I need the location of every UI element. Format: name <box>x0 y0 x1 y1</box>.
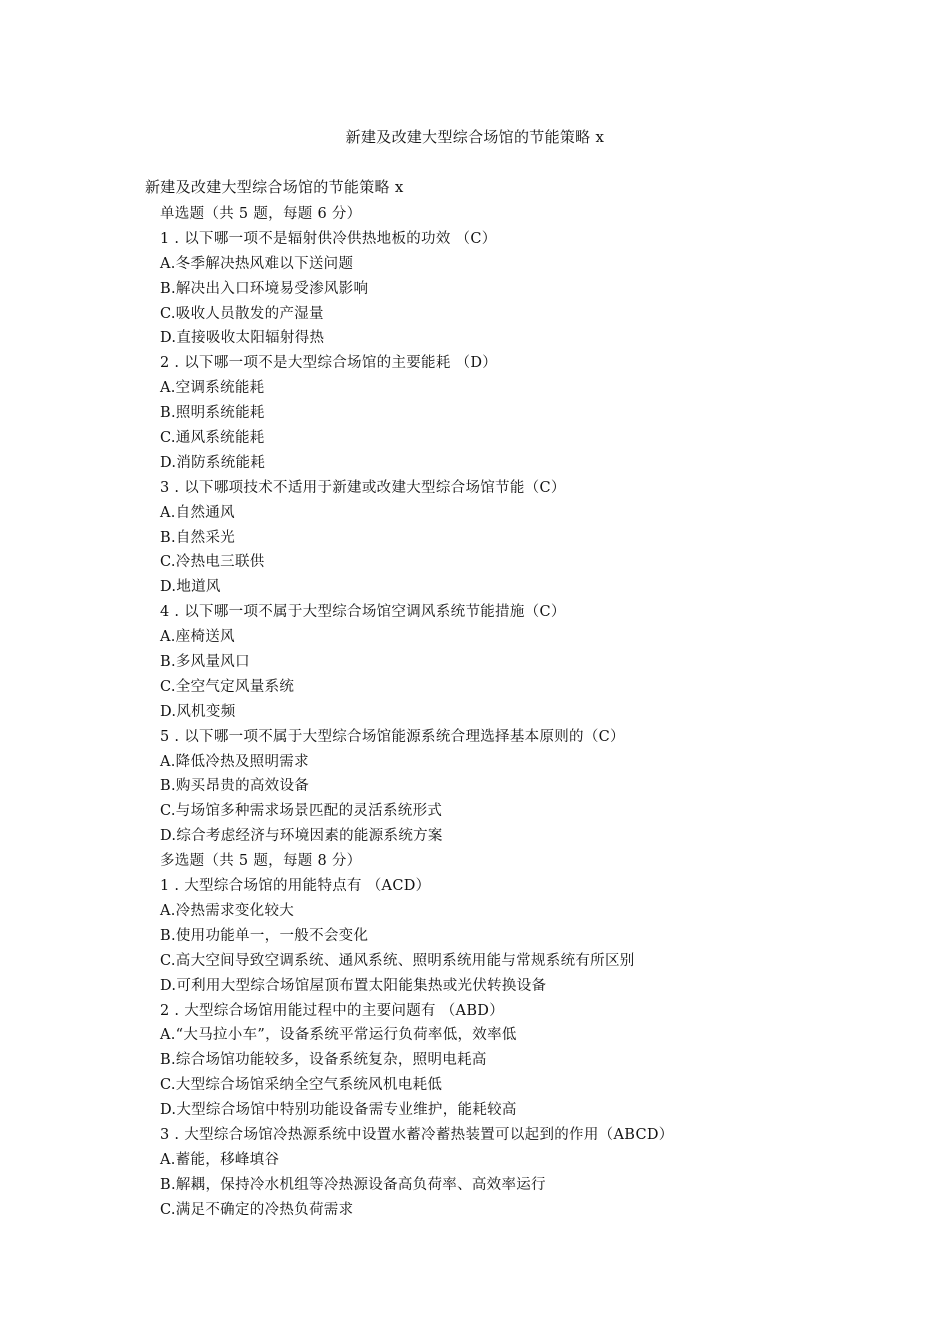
option-2-3-b: B.解耦，保持冷水机组等冷热源设备高负荷率、高效率运行 <box>160 1176 546 1193</box>
option-1-1-c: C.吸收人员散发的产湿量 <box>160 305 324 322</box>
option-2-1-d: D.可利用大型综合场馆屋顶布置太阳能集热或光伏转换设备 <box>160 977 547 994</box>
option-2-3-c: C.满足不确定的冷热负荷需求 <box>160 1201 354 1218</box>
question-content <box>160 202 880 1223</box>
option-1-3-c: C.冷热电三联供 <box>160 554 265 571</box>
option-1-2-b: B.照明系统能耗 <box>160 405 265 422</box>
option-1-1-b: B.解决出入口环境易受渗风影响 <box>160 280 369 297</box>
option-2-2-d: D.大型综合场馆中特别功能设备需专业维护，能耗较高 <box>160 1102 517 1119</box>
option-1-2-a: A.空调系统能耗 <box>160 380 265 397</box>
option-1-2-d: D.消防系统能耗 <box>160 454 266 471</box>
option-1-3-a: A.自然通风 <box>160 504 235 521</box>
question-1-1: 1 . 以下哪一项不是辐射供冷供热地板的功效 （C） <box>160 230 497 247</box>
option-1-3-d: D.地道风 <box>160 579 221 596</box>
page-title: 新建及改建大型综合场馆的节能策略 x <box>345 128 605 146</box>
option-2-1-b: B.使用功能单一，一般不会变化 <box>160 927 369 944</box>
option-1-4-b: B.多风量风口 <box>160 654 250 671</box>
question-1-3: 3 . 以下哪项技术不适用于新建或改建大型综合场馆节能（C） <box>160 479 566 496</box>
question-1-4: 4 . 以下哪一项不属于大型综合场馆空调风系统节能措施（C） <box>160 604 566 621</box>
option-2-2-c: C.大型综合场馆采纳全空气系统风机电耗低 <box>160 1077 443 1094</box>
option-2-1-c: C.高大空间导致空调系统、通风系统、照明系统用能与常规系统有所区别 <box>160 952 635 969</box>
option-1-5-b: B.购买昂贵的高效设备 <box>160 778 310 795</box>
option-1-5-c: C.与场馆多种需求场景匹配的灵活系统形式 <box>160 803 443 820</box>
option-2-3-a: A.蓄能，移峰填谷 <box>160 1151 280 1168</box>
option-1-1-a: A.冬季解决热风难以下送问题 <box>160 255 354 272</box>
option-1-4-d: D.风机变频 <box>160 703 236 720</box>
question-1-5: 5 . 以下哪一项不属于大型综合场馆能源系统合理选择基本原则的（C） <box>160 728 625 745</box>
option-1-5-a: A.降低冷热及照明需求 <box>160 753 309 770</box>
question-2-2: 2 . 大型综合场馆用能过程中的主要问题有 （ABD） <box>160 1002 505 1019</box>
option-2-1-a: A.冷热需求变化较大 <box>160 902 295 919</box>
question-2-3: 3 . 大型综合场馆冷热源系统中设置水蓄冷蓄热装置可以起到的作用（ABCD） <box>160 1126 674 1143</box>
section-title-multiple-choice: 多选题（共 5 题，每题 8 分） <box>160 853 362 870</box>
section-title-single-choice: 单选题（共 5 题，每题 6 分） <box>160 206 362 222</box>
option-1-2-c: C.通风系统能耗 <box>160 430 265 447</box>
option-2-2-a: A.“大马拉小车”，设备系统平常运行负荷率低，效率低 <box>160 1027 517 1044</box>
option-1-5-d: D.综合考虑经济与环境因素的能源系统方案 <box>160 828 443 845</box>
option-1-4-a: A.座椅送风 <box>160 629 235 646</box>
document-heading: 新建及改建大型综合场馆的节能策略 x <box>145 178 404 196</box>
option-1-1-d: D.直接吸收太阳辐射得热 <box>160 330 325 347</box>
option-1-4-c: C.全空气定风量系统 <box>160 678 295 695</box>
question-1-2: 2 . 以下哪一项不是大型综合场馆的主要能耗 （D） <box>160 355 498 372</box>
option-2-2-b: B.综合场馆功能较多，设备系统复杂，照明电耗高 <box>160 1052 487 1069</box>
option-1-3-b: B.自然采光 <box>160 529 236 546</box>
question-2-1: 1 . 大型综合场馆的用能特点有 （ACD） <box>160 878 431 895</box>
